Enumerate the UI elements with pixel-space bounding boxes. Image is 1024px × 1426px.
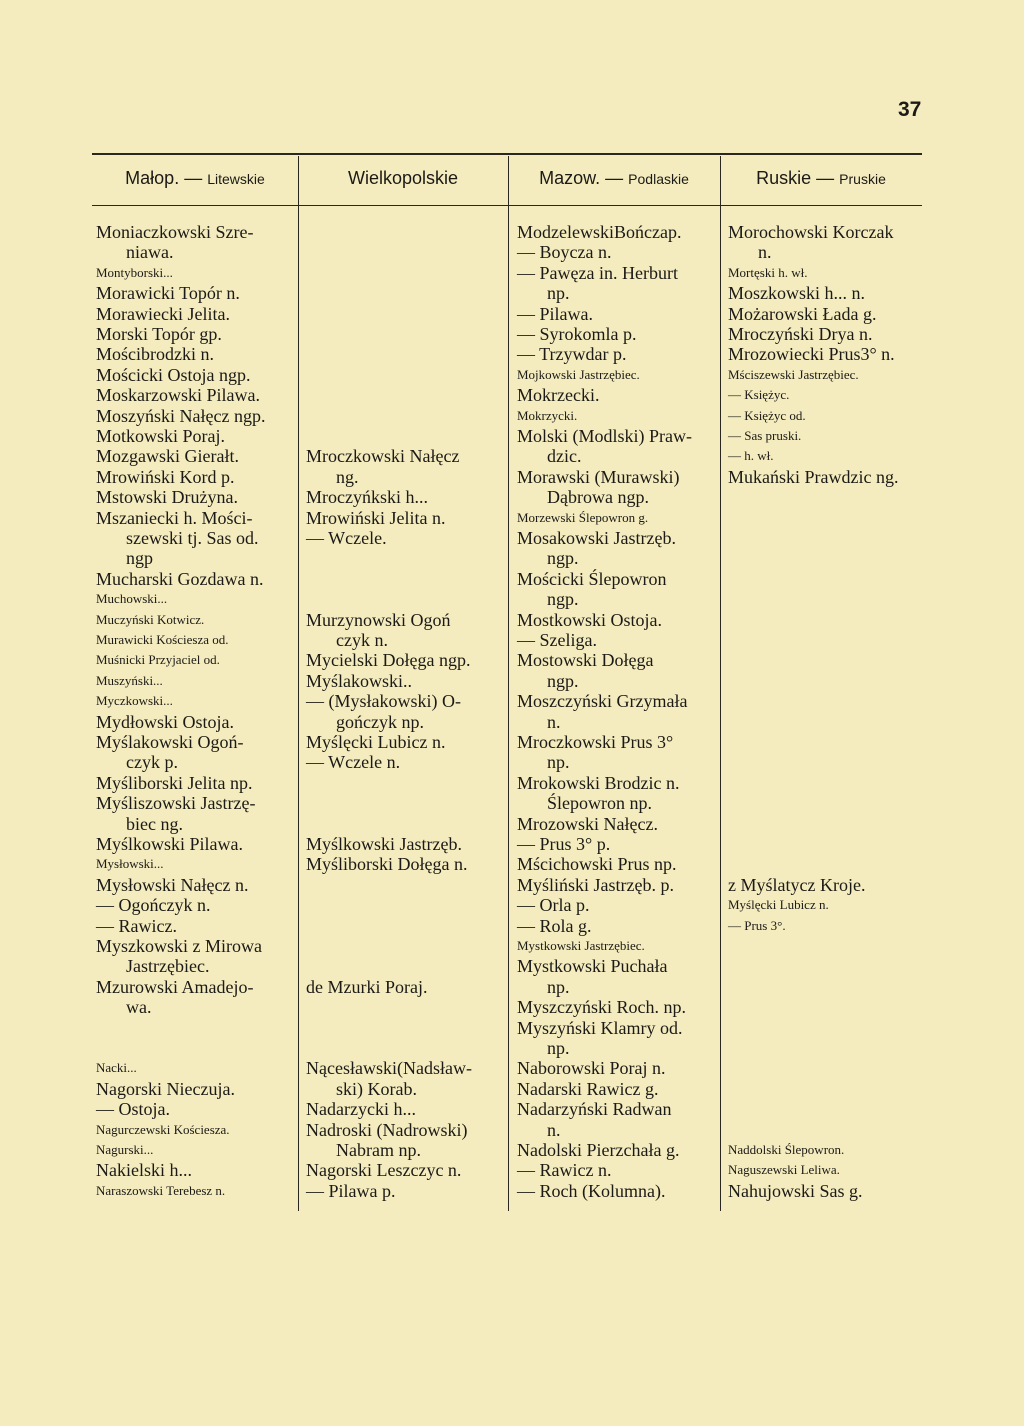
entry-line: Motkowski Poraj. [96,426,226,446]
entry [728,365,928,385]
header-sub: Podlaskie [628,171,689,187]
entry-line: Mstowski Drużyna. [96,487,238,508]
entry-line: ngp. [547,589,579,610]
entry [517,304,717,324]
entry-line: Morawicki Topór n. [96,283,240,304]
column-header-mazowieckie-podlaskie [508,168,720,198]
entry [517,406,717,426]
header-sep: — [179,168,208,188]
entry-line: Mojkowski Jastrzębiec. [517,366,640,382]
entry [96,1140,292,1160]
entry [517,732,717,773]
entry-line: Mysłowski... [96,856,164,872]
entry [306,610,504,651]
entry-line: Mycielski Dołęga ngp. [306,650,471,671]
entry [728,222,928,263]
entry-line: — Prus 3°. [728,917,786,933]
entry [728,1160,928,1180]
column-divider [508,156,509,1211]
entry [517,1160,717,1180]
entry-line: — Szeliga. [517,630,597,650]
entry [517,569,717,610]
entry [96,712,292,732]
entry-line: Myśliszowski Jastrzę- [96,793,256,814]
entry-line: Murawicki Kościesza od. [96,632,229,647]
entry [306,528,504,548]
entry-line: Mościcki Ostoja ngp. [96,364,251,385]
entry [517,1058,717,1078]
entry [306,977,504,997]
entry-line: Mozgawski Gierałt. [96,446,239,467]
entry [517,814,717,834]
entry-line: czyk n. [336,630,388,650]
entry-line: Mrowiński Jelita n. [306,507,446,528]
column-divider [298,156,299,1211]
entry-line: Nacki... [96,1060,137,1076]
entry [96,487,292,507]
entry-line: — Trzywdar p. [517,344,627,365]
entry-line: Mosakowski Jastrzęb. [517,528,676,548]
entry-line: Naguszewski Leliwa. [728,1162,840,1178]
entry-line: Myślkowski Jastrzęb. [306,834,462,854]
entry [517,467,717,508]
entry-line: Mokrzecki. [517,385,600,406]
entry [306,671,504,691]
entry-line: Mortęski h. wł. [728,264,808,280]
entry-line: szewski tj. Sas od. [126,528,259,548]
entry-line: Mroczkowski Nałęcz [306,446,460,467]
entry [517,956,717,997]
entry-line: — Ogończyk n. [96,895,211,916]
entry [517,242,717,262]
entry-line: ModzelewskiBończap. [517,222,682,242]
entry [517,508,717,528]
entry [728,446,928,466]
entry [728,283,928,303]
entry-line: Nagurski... [96,1142,154,1157]
header-sep: — [600,168,629,188]
entry-line: z Myślatycz Kroje. [728,874,866,895]
entry-line: Myślakowski.. [306,670,413,691]
column-header-ruskie-pruskie [720,168,922,198]
entry-line: Morzewski Ślepowron g. [517,509,649,525]
entry [517,691,717,732]
entry [96,1079,292,1099]
entry-line: Morochowski Korczak [728,222,894,242]
entry [728,1181,928,1201]
header-main: Mazow. [539,168,601,188]
entry-line: Ślepowron np. [547,793,652,814]
entry [96,589,292,609]
entry-line: — (Mysłakowski) O- [306,691,461,712]
entry-line: Nagorski Leszczyc n. [306,1160,462,1181]
entry [517,222,717,242]
entry-line: — Rawicz n. [517,1160,612,1181]
entry [96,446,292,466]
entry-line: Nadroski (Nadrowski) [306,1119,468,1140]
header-sub: Pruskie [839,171,886,187]
entry-line: biec ng. [126,813,183,834]
entry-line: Moszczyński Grzymała [517,691,688,712]
entry [306,1120,504,1161]
entry [517,528,717,569]
entry-line: Dąbrowa ngp. [547,487,649,508]
entry [517,1099,717,1140]
entry [96,916,292,936]
entry-line: Jastrzębiec. [126,956,210,977]
entry-line: Możarowski Łada g. [728,303,877,324]
page-number: 37 [898,98,922,121]
entry [96,222,292,263]
header-sub: Litewskie [207,171,265,187]
entry [96,671,292,691]
entry-line: Muczyński Kotwicz. [96,611,205,627]
entry [96,508,292,569]
entry-line: Nagurczewski Kościesza. [96,1121,230,1137]
entry [306,732,504,752]
entry [517,895,717,915]
entry-line: Myślkowski Pilawa. [96,834,244,854]
entry [728,467,928,487]
entry [517,1140,717,1160]
entry-line: — Boycza n. [517,242,612,263]
entry-line: ngp. [547,670,579,691]
entry-line: czyk p. [126,752,178,773]
entry [306,487,504,507]
entry-line: Mościbrodzki n. [96,344,214,365]
entry [517,610,717,630]
entry-line: gończyk np. [336,711,424,732]
entry-line: Mrokowski Brodzic n. [517,772,680,793]
top-rule [92,153,922,155]
entry-line: Moniaczkowski Szre- [96,222,254,242]
entry [517,1079,717,1099]
entry [96,773,292,793]
entry-line: Morawski (Murawski) [517,466,680,487]
entry-line: de Mzurki Poraj. [306,976,428,997]
header-main: Wielkopolskie [347,168,459,188]
entry [96,936,292,977]
entry [517,916,717,936]
entry-line: Mściszewski Jastrzębiec. [728,366,859,382]
entry-line: Nahujowski Sas g. [728,1180,863,1201]
entry-line: Mścichowski Prus np. [517,854,677,875]
entry [96,304,292,324]
entry [517,365,717,385]
entry [728,385,928,405]
entry-line: Mokrzycki. [517,407,578,423]
header-sep: — [811,168,840,188]
entry-line: Myślęcki Lubicz n. [306,732,446,752]
entry [96,834,292,854]
entry-line: Mzurowski Amadejo- [96,976,254,997]
entry [517,875,717,895]
entry [517,1181,717,1201]
entry-line: Mostowski Dołęga [517,650,654,671]
entry-line: np. [547,752,570,773]
entry [306,650,504,670]
header-main: Ruskie [756,168,812,188]
entry [306,752,504,772]
entry-line: Myśliborski Dołęga n. [306,854,468,875]
entry-line: Mroczkowski Prus 3° [517,732,674,752]
entry [728,344,928,364]
entry-line: Muszyński... [96,672,163,688]
entry [517,263,717,304]
entry-line: — Księżyc. [728,387,790,403]
entry [96,283,292,303]
entry [306,508,504,528]
entry [517,630,717,650]
entry-line: wa. [126,997,152,1018]
entry-line: — Księżyc od. [728,407,806,423]
entry-line: — h. wł. [728,448,774,464]
entry [517,650,717,691]
entry [96,467,292,487]
entry-line: Moszkowski h... n. [728,283,866,304]
entry-line: Morski Topór gp. [96,324,222,344]
entry [306,1181,504,1201]
entry [96,1058,292,1078]
entry-line: Myślakowski Ogoń- [96,732,244,752]
entry-line: Nabram np. [336,1140,421,1160]
entry [728,406,928,426]
entry [306,691,504,732]
entry-line: Myszkowski z Mirowa [96,936,262,956]
entry-line: np. [547,976,570,997]
entry-line: Nadolski Pierzchała g. [517,1140,680,1160]
entry [306,854,504,874]
entry [517,1018,717,1059]
header-rule [92,205,922,206]
entry-line: Montyborski... [96,264,173,280]
entry [96,1120,292,1140]
entry-line: np. [547,1038,570,1058]
entry [517,854,717,874]
entry-line: ngp [126,548,153,569]
entry-line: — Prus 3° p. [517,834,611,854]
entry [728,304,928,324]
entry-line: Myśliborski Jelita np. [96,772,253,793]
entry-line: Myszyński Klamry od. [517,1017,683,1038]
entry [728,324,928,344]
entry [96,569,292,589]
entry [728,1140,928,1160]
entry-line: Molski (Modlski) Praw- [517,426,692,446]
entry-line: Mościcki Ślepowron [517,568,667,589]
entry-line: Mostkowski Ostoja. [517,609,663,630]
entry-line: np. [547,283,570,304]
entry [96,426,292,446]
entry [728,916,928,936]
entry [728,263,928,283]
entry [517,997,717,1017]
entry-line: Naborowski Poraj n. [517,1058,666,1079]
entry-line: Mydłowski Ostoja. [96,711,235,732]
entry [517,344,717,364]
entry-line: Nagorski Nieczuja. [96,1078,235,1099]
entry-line: Nadarzyński Radwan [517,1099,672,1120]
entry [306,834,504,854]
entry-line: Moszyński Nałęcz ngp. [96,405,266,426]
entry-line: Nadarzycki h... [306,1099,416,1120]
entry-line: ng. [336,466,359,487]
entry-line: niawa. [126,242,174,263]
entry [517,324,717,344]
entry [96,1099,292,1119]
entry-line: Myczkowski... [96,693,173,709]
entry [728,426,928,446]
entry-line: Mucharski Gozdawa n. [96,568,264,589]
header-main: Małop. [125,168,180,188]
entry-line: Mysłowski Nałęcz n. [96,874,249,895]
entry-line: Naddolski Ślepowron. [728,1142,845,1157]
entry-line: — Roch (Kolumna). [517,1180,666,1201]
entry-line: dzic. [547,446,582,467]
entry [96,406,292,426]
entry [96,365,292,385]
entry [96,324,292,344]
entry-line: Naraszowski Terebesz n. [96,1182,226,1198]
entry-line: Moskarzowski Pilawa. [96,385,260,406]
entry [96,691,292,711]
entry [96,875,292,895]
entry-line: n. [547,1119,561,1140]
entry [96,1160,292,1180]
column-header-malopolskie-litewskie [92,168,298,198]
entry-line: Myśliński Jastrzęb. p. [517,874,674,895]
entry-line: — Wczele. [306,528,387,548]
column-divider [720,156,721,1211]
column-header-wielkopolskie [298,168,508,198]
entry-line: — Rola g. [517,915,592,936]
entry [306,1099,504,1119]
entry [517,385,717,405]
entry [96,895,292,915]
entry-line: Nadarski Rawicz g. [517,1078,659,1099]
entry [96,263,292,283]
entry-line: — Pilawa. [517,303,593,324]
entry [96,793,292,834]
entry [96,650,292,670]
entry [306,446,504,487]
entry [306,1058,504,1099]
entry [517,834,717,854]
entry [96,977,292,1018]
entry-line: ski) Korab. [336,1078,417,1099]
entry [96,630,292,650]
entry-line: Nącesławski(Nadsław- [306,1058,472,1079]
entry [517,936,717,956]
entry [517,426,717,467]
entry-line: n. [547,711,561,732]
entry [96,732,292,773]
entry-line: — Pawęza in. Herburt [517,262,678,283]
entry-line: — Orla p. [517,895,590,916]
entry [517,773,717,814]
entry-line: Morawiecki Jelita. [96,303,230,324]
entry-line: Mrozowski Nałęcz. [517,813,658,834]
entry-line: — Syrokomla p. [517,324,637,344]
entry-line: Mszaniecki h. Mości- [96,507,253,528]
entry-line: Mrozowiecki Prus3° n. [728,344,895,365]
entry [306,1160,504,1180]
entry [96,385,292,405]
entry-line: Myszczyński Roch. np. [517,997,686,1018]
entry-line: — Wczele n. [306,752,401,773]
entry [96,344,292,364]
entry-line: — Sas pruski. [728,428,802,443]
entry [96,610,292,630]
entry [728,895,928,915]
entry-line: Mystkowski Jastrzębiec. [517,938,645,953]
entry-line: Mystkowski Puchała [517,956,668,977]
entry-line: Myślęcki Lubicz n. [728,897,829,913]
entry-line: Mrowiński Kord p. [96,466,235,487]
entry-line: — Rawicz. [96,915,177,936]
entry-line: Mroczyńkski h... [306,487,428,508]
entry [96,854,292,874]
entry [96,1181,292,1201]
entry-line: Nakielski h... [96,1160,192,1181]
entry-line: — Pilawa p. [306,1180,396,1201]
entry-line: n. [758,242,772,263]
entry-line: Muśnicki Przyjaciel od. [96,652,220,668]
entry-line: Mroczyński Drya n. [728,324,873,344]
entry-line: Murzynowski Ogoń [306,609,451,630]
entry [728,875,928,895]
entry-line: — Ostoja. [96,1099,170,1120]
entry-line: Mukański Prawdzic ng. [728,466,899,487]
entry-line: Muchowski... [96,591,168,607]
entry-line: ngp. [547,548,579,569]
